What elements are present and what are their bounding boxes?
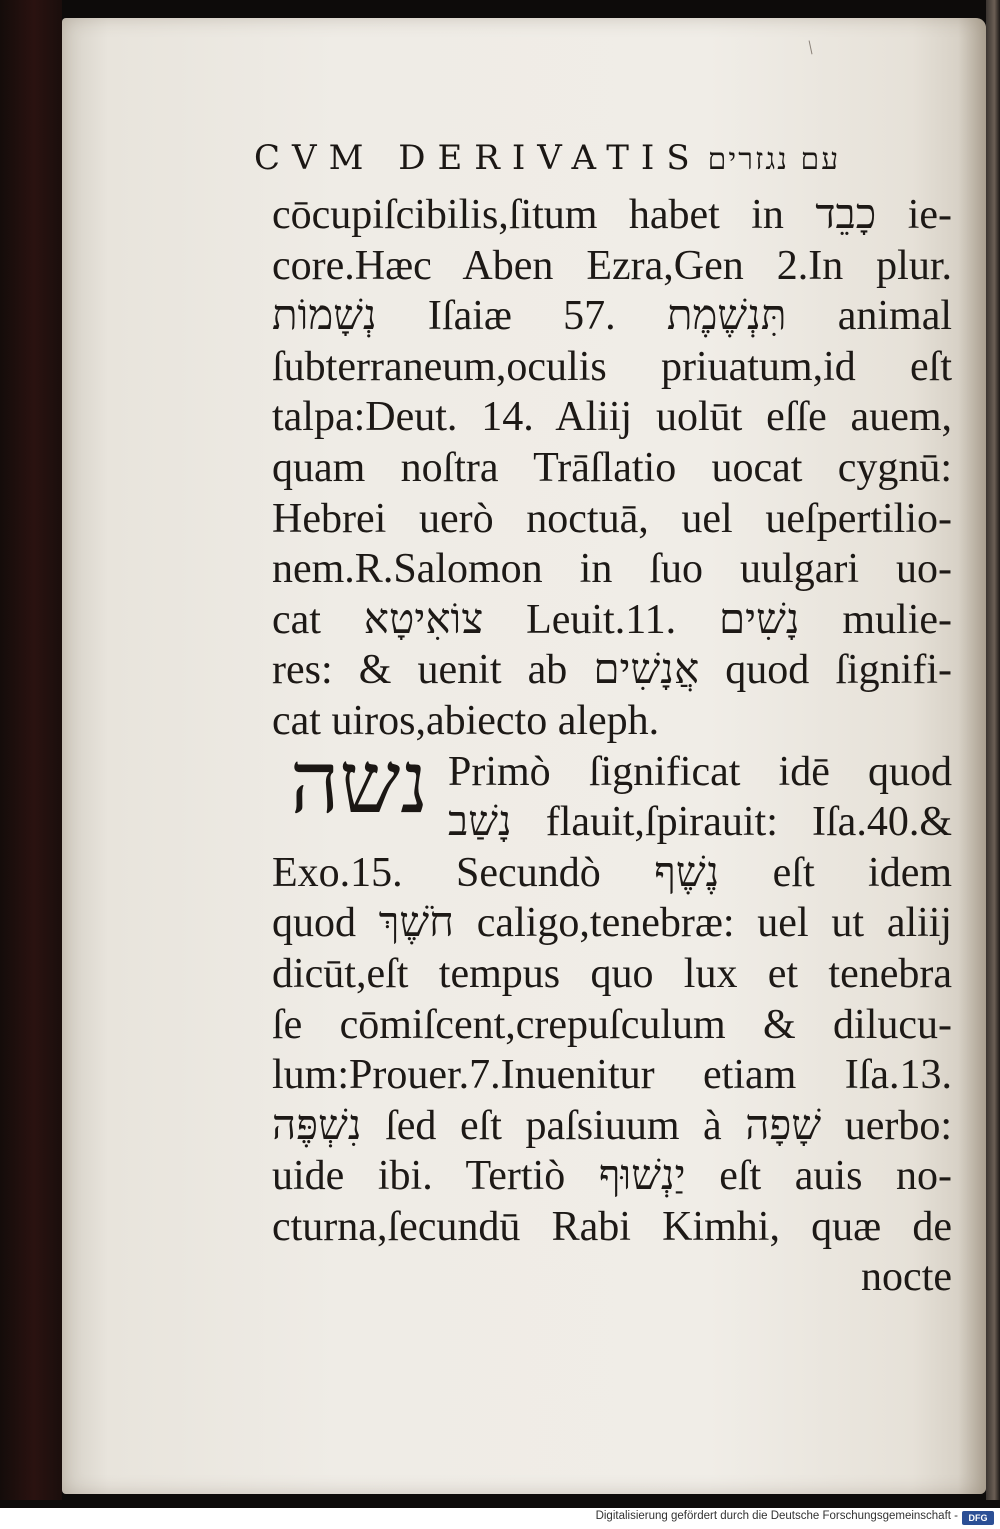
- text-line: talpa:Deut. 14. Aliĳ uolūt eſſe auem,: [272, 394, 952, 441]
- text-line: cōcupiſcibilis,ſitum habet in כָבֵד ie-: [272, 192, 952, 238]
- text-line: core.Hæc Aben Ezra,Gen 2.In plur.: [272, 242, 952, 289]
- text-line: quam noſtra Trāſlatio uocat cygnū:: [272, 444, 952, 491]
- book-cover-edge: [986, 0, 1000, 1500]
- book-binding-left: [0, 0, 62, 1500]
- text-line: cturna,ſecundū Rabi Kimhi, quæ de: [272, 1203, 952, 1250]
- text-line: נִשְׁפֶּה ſed eſt paſsiuum à שָׁפָה uerbo:: [272, 1102, 952, 1149]
- text-line: Primò ſignificat idē quod: [448, 748, 952, 795]
- dfg-logo: DFG: [962, 1511, 994, 1525]
- text-line: נְשָׁמוֹת Iſaiæ 57. תִּנְשֶׁמֶת animal: [272, 293, 952, 340]
- catchword: nocte: [861, 1254, 952, 1301]
- text-line: ſubterraneum,oculis priuatum,id eſt: [272, 343, 952, 390]
- entry-headword: נשה: [290, 733, 429, 833]
- text-line: dicūt,eſt tempus quo lux et tenebra: [272, 950, 952, 997]
- text-line: ſe cōmiſcent,crepuſculum & dilucu-: [272, 1001, 952, 1048]
- running-header: [254, 138, 904, 178]
- page-edge-shadow: [958, 18, 986, 1494]
- text-line: res: & uenit ab אֲנָשִׁים quod ſignifi-: [272, 647, 952, 694]
- text-line: Exo.15. Secundò נֶשֶׁף eſt idem: [272, 849, 952, 896]
- running-header-latin: CVM DERIVATIS: [254, 138, 702, 178]
- funding-credit: Digitalisierung gefördert durch die Deutsche Forschungsgemeinschaft -: [595, 1510, 958, 1522]
- text-line: uide ibi. Tertiò יַנְשׁוּף eſt auis no-: [272, 1153, 952, 1200]
- text-line: Hebrei uerò noctuā, uel ueſpertilio-: [272, 495, 952, 542]
- text-line: quod חֹשֶׁךְ caligo,tenebræ: uel ut aliĳ: [272, 900, 952, 947]
- text-line: cat uiros,abiecto aleph.: [272, 697, 660, 744]
- text-line: nem.R.Salomon in ſuo uulgari uo-: [272, 546, 952, 593]
- text-line: cat צוֹאִיטָא Leuit.11. נָשִׁים mulie-: [272, 596, 952, 643]
- digitization-footer: [0, 1508, 1000, 1529]
- body-text: [272, 190, 952, 1303]
- text-line: נָשַׁב flauit,ſpirauit: Iſa.40.&: [448, 799, 952, 846]
- running-header-hebrew: עם נגזרים: [707, 142, 841, 177]
- text-line: lum:Prouer.7.Inuenitur etiam Iſa.13.: [272, 1052, 952, 1099]
